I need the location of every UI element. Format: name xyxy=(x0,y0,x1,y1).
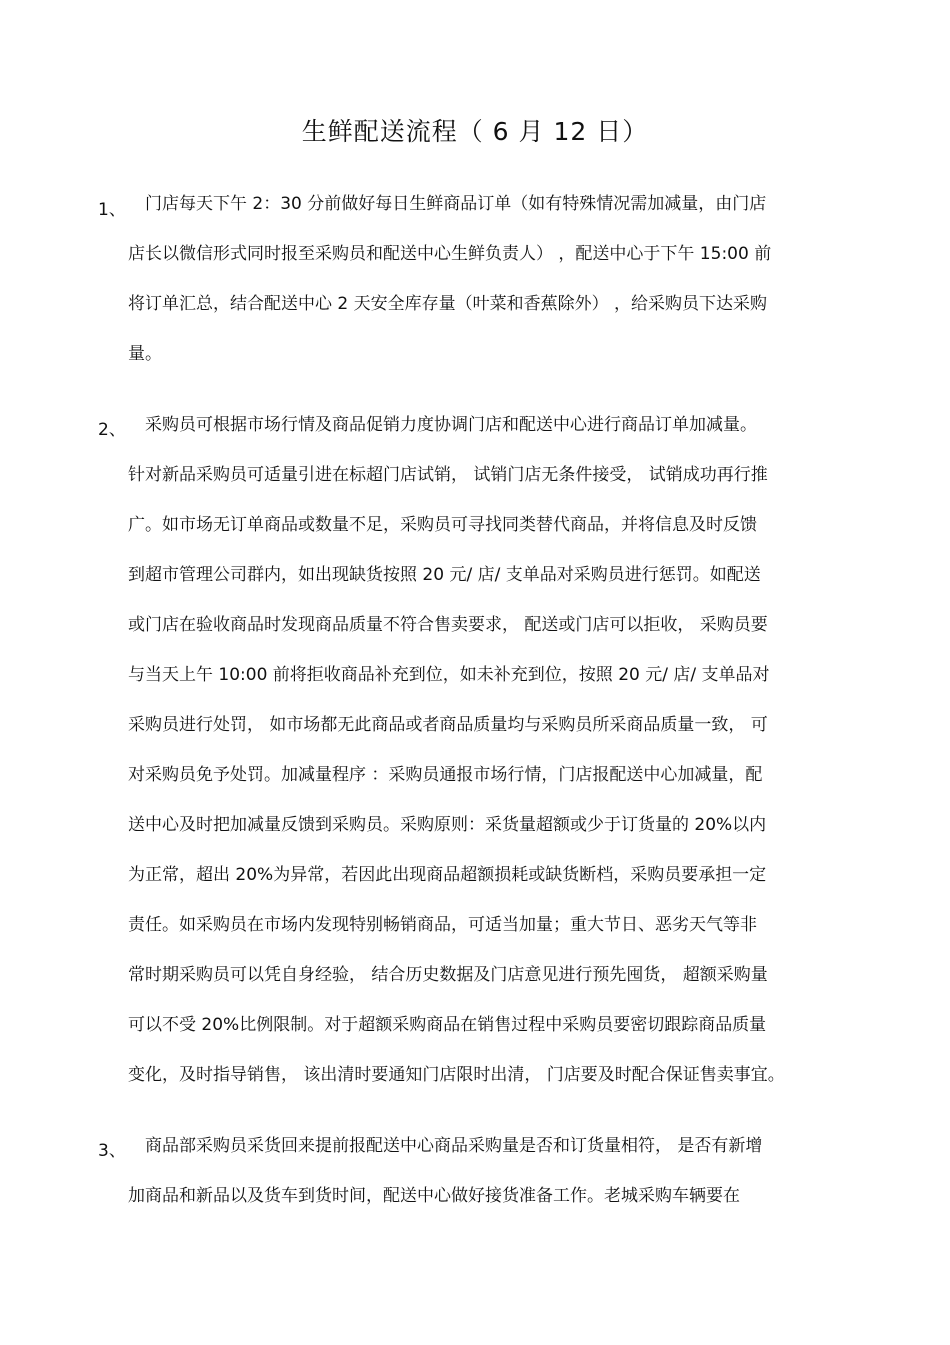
section-2-line-9: 送中心及时把加减量反馈到采购员。采购原则：采货量超额或少于订货量的 20%以内 xyxy=(128,815,767,835)
section-2-line-13: 可以不受 20%比例限制。对于超额采购商品在销售过程中采购员要密切跟踪商品质量 xyxy=(128,1015,767,1035)
document-title: 生鲜配送流程（ 6 月 12 日） xyxy=(301,117,649,146)
section-2-line-8: 对采购员免予处罚。加减量程序 ：采购员通报市场行情，门店报配送中心加减量，配 xyxy=(128,765,763,785)
section-1-line-1: 门店每天下午 2：30 分前做好每日生鲜商品订单（如有特殊情况需加减量，由门店 xyxy=(145,194,767,214)
section-2-line-6: 与当天上午 10:00 前将拒收商品补充到位，如未补充到位，按照 20 元/ 店/ 支单品对 xyxy=(128,665,770,685)
section-2-line-2: 针对新品采购员可适量引进在标超门店试销， 试销门店无条件接受， 试销成功再行推 xyxy=(128,465,768,485)
section-1-line-2: 店长以微信形式同时报至采购员和配送中心生鲜负责人） ，配送中心于下午 15:00 前 xyxy=(128,244,772,264)
section-3-line-1: 商品部采购员采货回来提前报配送中心商品采购量是否和订货量相符， 是否有新增 xyxy=(145,1136,763,1156)
section-3-line-2: 加商品和新品以及货车到货时间，配送中心做好接货准备工作。老城采购车辆要在 xyxy=(128,1186,740,1206)
section-number-3: 3、 xyxy=(98,1141,126,1161)
section-2-line-11: 责任。如采购员在市场内发现特别畅销商品，可适当加量；重大节日、恶劣天气等非 xyxy=(128,915,757,935)
section-2-line-4: 到超市管理公司群内，如出现缺货按照 20 元/ 店/ 支单品对采购员进行惩罚。如配送 xyxy=(128,565,761,585)
section-2-line-14: 变化，及时指导销售， 该出清时要通知门店限时出清， 门店要及时配合保证售卖事宜。 xyxy=(128,1065,785,1085)
section-1-line-3: 将订单汇总，结合配送中心 2 天安全库存量（叶菜和香蕉除外） ，给采购员下达采购 xyxy=(128,294,768,314)
section-2-line-3: 广。如市场无订单商品或数量不足，采购员可寻找同类替代商品，并将信息及时反馈 xyxy=(128,515,757,535)
section-2-line-5: 或门店在验收商品时发现商品质量不符合售卖要求， 配送或门店可以拒收， 采购员要 xyxy=(128,615,768,635)
section-2-line-10: 为正常，超出 20%为异常，若因此出现商品超额损耗或缺货断档，采购员要承担一定 xyxy=(128,865,767,885)
section-2-line-1: 采购员可根据市场行情及商品促销力度协调门店和配送中心进行商品订单加减量。 xyxy=(145,415,757,435)
section-1-line-4: 量。 xyxy=(128,344,162,364)
section-number-1: 1、 xyxy=(98,200,126,220)
section-2-line-7: 采购员进行处罚， 如市场都无此商品或者商品质量均与采购员所采商品质量一致， 可 xyxy=(128,715,768,735)
section-number-2: 2、 xyxy=(98,420,126,440)
section-2-line-12: 常时期采购员可以凭自身经验， 结合历史数据及门店意见进行预先囤货， 超额采购量 xyxy=(128,965,768,985)
